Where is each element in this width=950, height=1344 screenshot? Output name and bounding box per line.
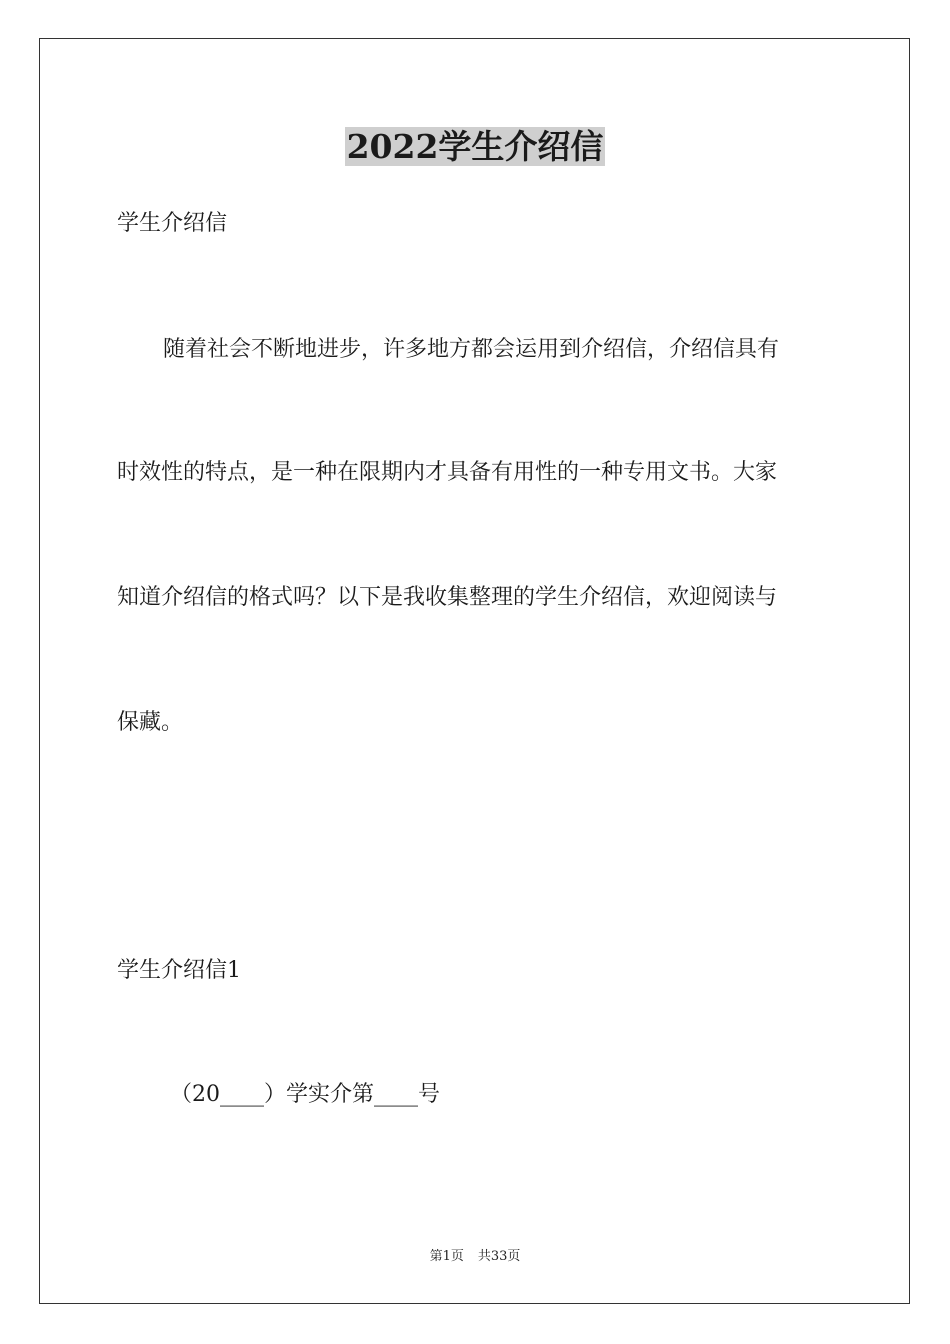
paragraph-line-1: 随着社会不断地进步，许多地方都会运用到介绍信，介绍信具有 [163,337,780,362]
document-title [0,125,950,169]
paragraph-line-2: 时效性的特点，是一种在限期内才具备有用性的一种专用文书。大家 [117,460,778,485]
paragraph-line-3: 知道介绍信的格式吗？以下是我收集整理的学生介绍信，欢迎阅读与 [117,585,778,610]
letter-1-heading: 学生介绍信1 [117,958,241,983]
section-heading: 学生介绍信 [117,211,228,236]
paragraph-line-4: 保藏。 [117,710,184,735]
page-footer [0,1248,950,1266]
page-number-total: 共33页 [477,1249,521,1264]
page-number-current: 第1页 [429,1249,464,1264]
reference-number-line: （20____）学实介第____号 [170,1082,440,1107]
document-title-text: 2022学生介绍信 [346,127,604,166]
